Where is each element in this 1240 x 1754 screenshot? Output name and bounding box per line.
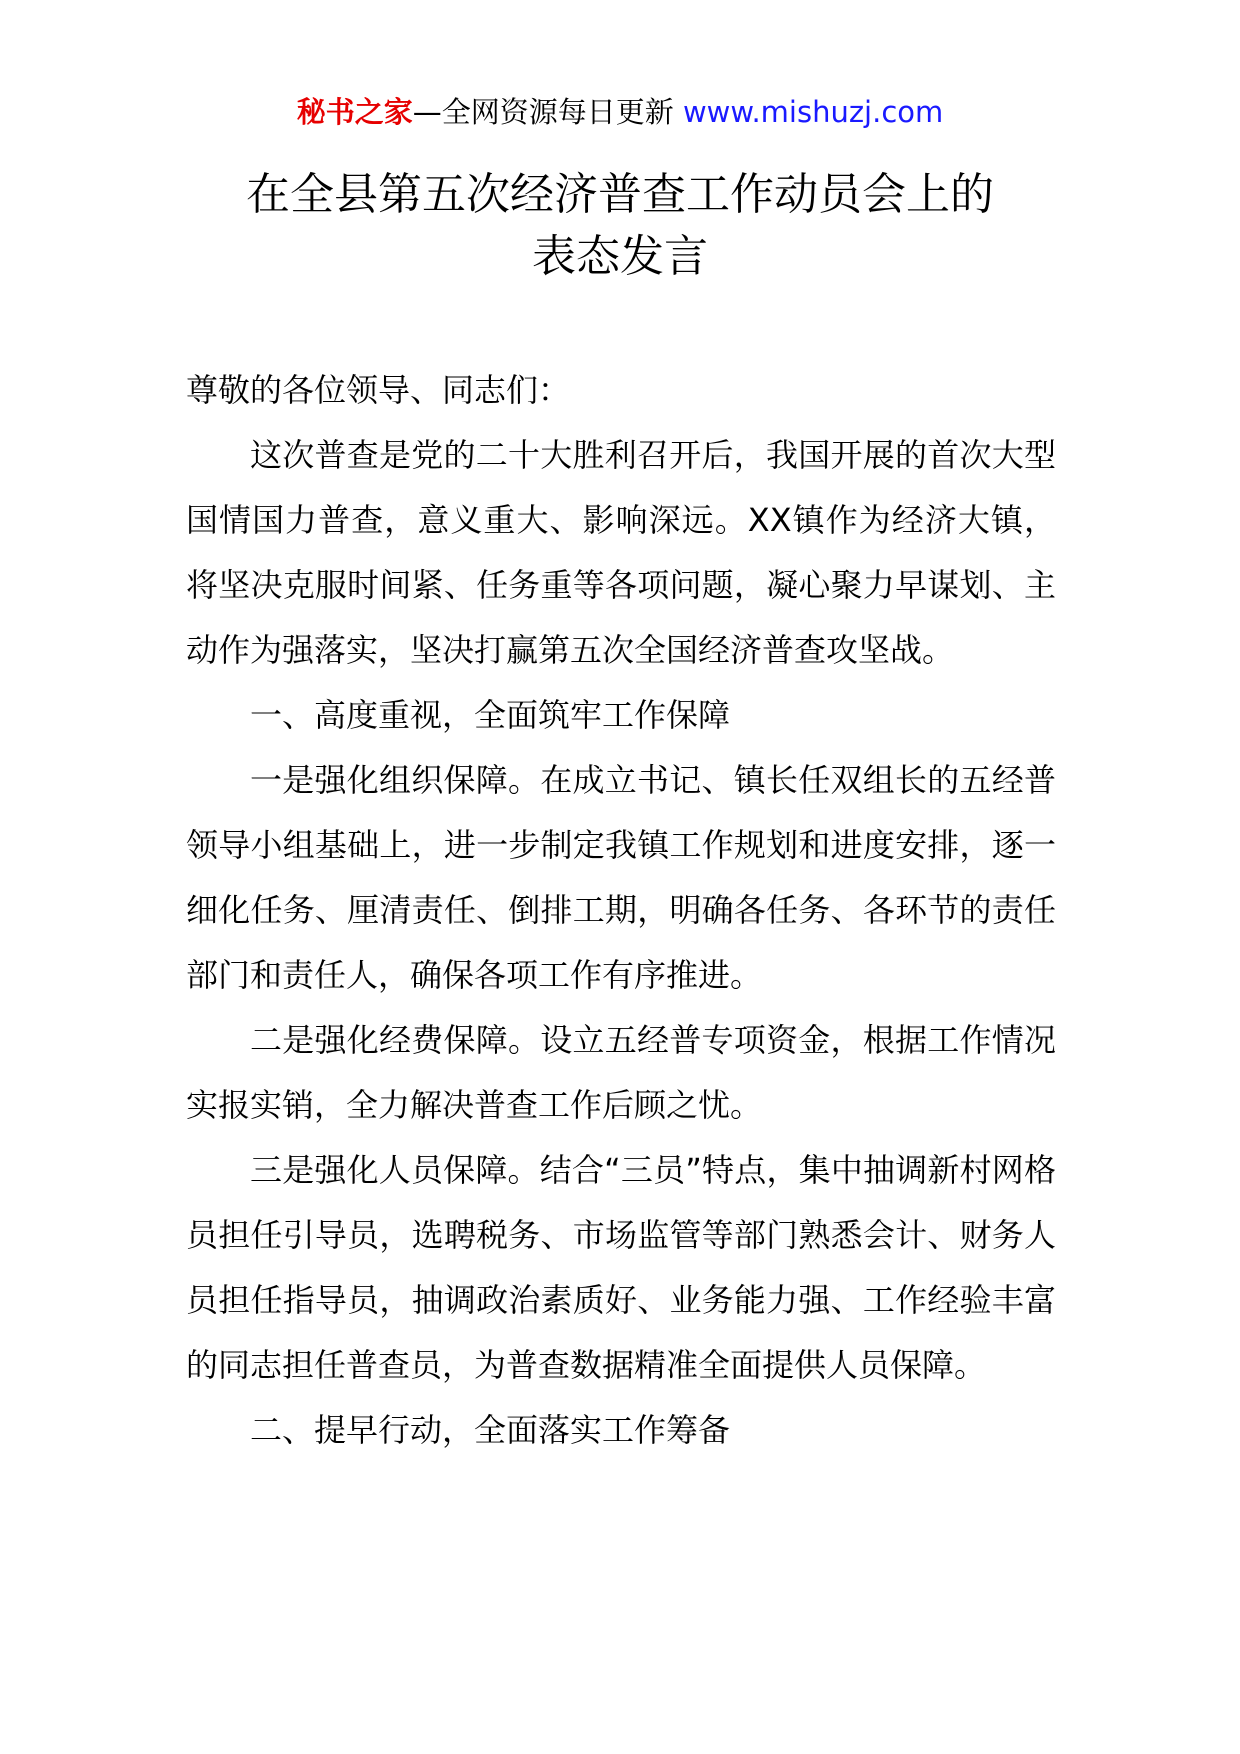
title-line-2: 表态发言 bbox=[532, 231, 708, 282]
paragraph-organization: 一是强化组织保障。在成立书记、镇长任双组长的五经普领导小组基础上，进一步制定我镇工作规划和进度安排，逐一细化任务、厘清责任、倒排工期，明确各任务、各环节的责任部门和责任人，确保各项工作有序推进。 bbox=[186, 761, 1056, 994]
intro-paragraph: 这次普查是党的二十大胜利召开后，我国开展的首次大型国情国力普查，意义重大、影响深远。XX镇作为经济大镇，将坚决克服时间紧、任务重等各项问题，凝心聚力早谋划、主动作为强落实，坚决打赢第五次全国经济普查攻坚战。 bbox=[186, 436, 1056, 669]
site-url-link[interactable]: www.mishuzj.com bbox=[682, 95, 944, 129]
header-tagline: —全网资源每日更新 bbox=[412, 95, 683, 129]
brand-name: 秘书之家 bbox=[296, 95, 413, 129]
document-title bbox=[0, 164, 1240, 288]
section-2-heading: 二、提早行动，全面落实工作筹备 bbox=[250, 1411, 731, 1449]
site-header bbox=[0, 92, 1240, 132]
salutation: 尊敬的各位领导、同志们： bbox=[186, 371, 571, 409]
document-body bbox=[186, 358, 1056, 1463]
paragraph-personnel: 三是强化人员保障。结合“三员”特点，集中抽调新村网格员担任引导员，选聘税务、市场监管等部门熟悉会计、财务人员担任指导员，抽调政治素质好、业务能力强、工作经验丰富的同志担任普查员，为普查数据精准全面提供人员保障。 bbox=[186, 1151, 1056, 1384]
title-line-1: 在全县第五次经济普查工作动员会上的 bbox=[246, 169, 994, 220]
section-1-heading: 一、高度重视，全面筑牢工作保障 bbox=[250, 696, 731, 734]
paragraph-funding: 二是强化经费保障。设立五经普专项资金，根据工作情况实报实销，全力解决普查工作后顾之忧。 bbox=[186, 1021, 1056, 1124]
